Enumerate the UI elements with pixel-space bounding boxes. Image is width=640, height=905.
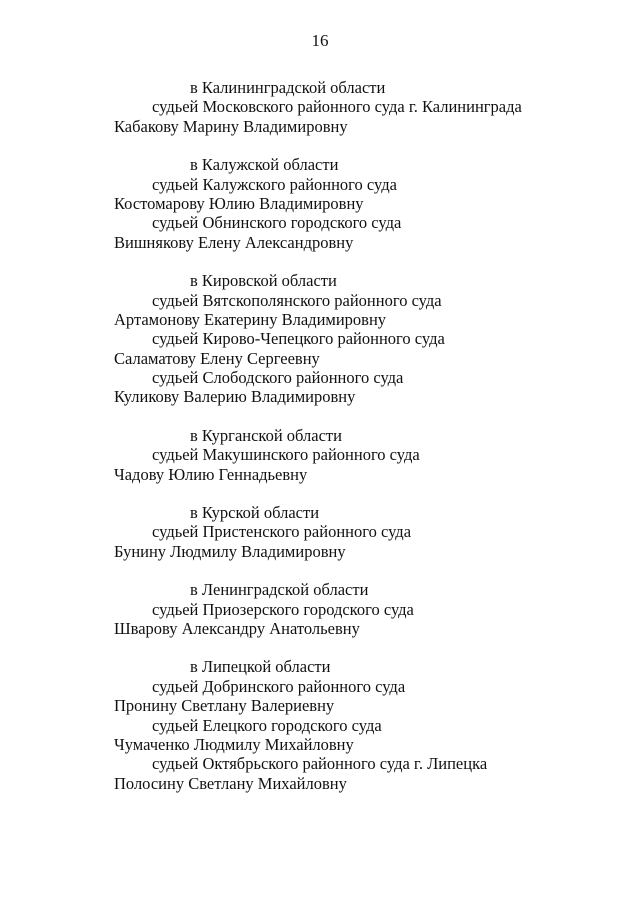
judge-name: Бунину Людмилу Владимировну	[114, 541, 346, 561]
region-title: в Калининградской области	[190, 78, 386, 97]
region-title: в Курской области	[190, 503, 320, 523]
court-position: судьей Октябрьского районного суда г. Липецка	[152, 754, 488, 774]
page-number: 16	[311, 31, 329, 50]
court-position: судьей Московского районного суда г. Калининграда	[152, 97, 522, 117]
judge-name: Костомарову Юлию Владимировну	[114, 193, 364, 213]
region-block	[0, 503, 640, 561]
region-block	[0, 657, 640, 793]
region-block	[0, 155, 640, 252]
judge-name: Пронину Светлану Валериевну	[114, 696, 335, 716]
region-block	[0, 426, 640, 484]
judge-name: Кабакову Марину Владимировну	[114, 116, 348, 136]
court-position: судьей Добринского районного суда	[152, 676, 406, 696]
region-title: в Калужской области	[190, 155, 339, 175]
court-position: судьей Елецкого городского суда	[152, 715, 382, 735]
region-title: в Ленинградской области	[190, 580, 369, 600]
region-block	[0, 78, 640, 136]
judge-name: Чумаченко Людмилу Михайловну	[114, 734, 354, 754]
court-position: судьей Пристенского районного суда	[152, 522, 412, 542]
document-body	[0, 78, 640, 812]
region-block	[0, 271, 640, 407]
judge-name: Полосину Светлану Михайловну	[114, 773, 347, 793]
court-position: судьей Вятскополянского районного суда	[152, 290, 442, 310]
court-position: судьей Приозерского городского суда	[152, 599, 414, 619]
region-title: в Курганской области	[190, 425, 342, 445]
court-position: судьей Слободского районного суда	[152, 368, 404, 388]
region-title: в Кировской области	[190, 271, 337, 291]
court-position: судьей Макушинского районного суда	[152, 445, 420, 465]
judge-name: Куликову Валерию Владимировну	[114, 387, 356, 407]
judge-name: Чадову Юлию Геннадьевну	[114, 464, 308, 484]
court-position: судьей Обнинского городского суда	[152, 213, 402, 233]
judge-name: Саламатову Елену Сергеевну	[114, 348, 320, 368]
region-title: в Липецкой области	[190, 657, 331, 677]
court-position: судьей Калужского районного суда	[152, 174, 397, 194]
judge-name: Вишнякову Елену Александровну	[114, 232, 354, 252]
judge-name: Артамонову Екатерину Владимировну	[114, 309, 387, 329]
judge-name: Шварову Александру Анатольевну	[114, 618, 360, 638]
region-block	[0, 580, 640, 638]
court-position: судьей Кирово-Чепецкого районного суда	[152, 329, 445, 349]
